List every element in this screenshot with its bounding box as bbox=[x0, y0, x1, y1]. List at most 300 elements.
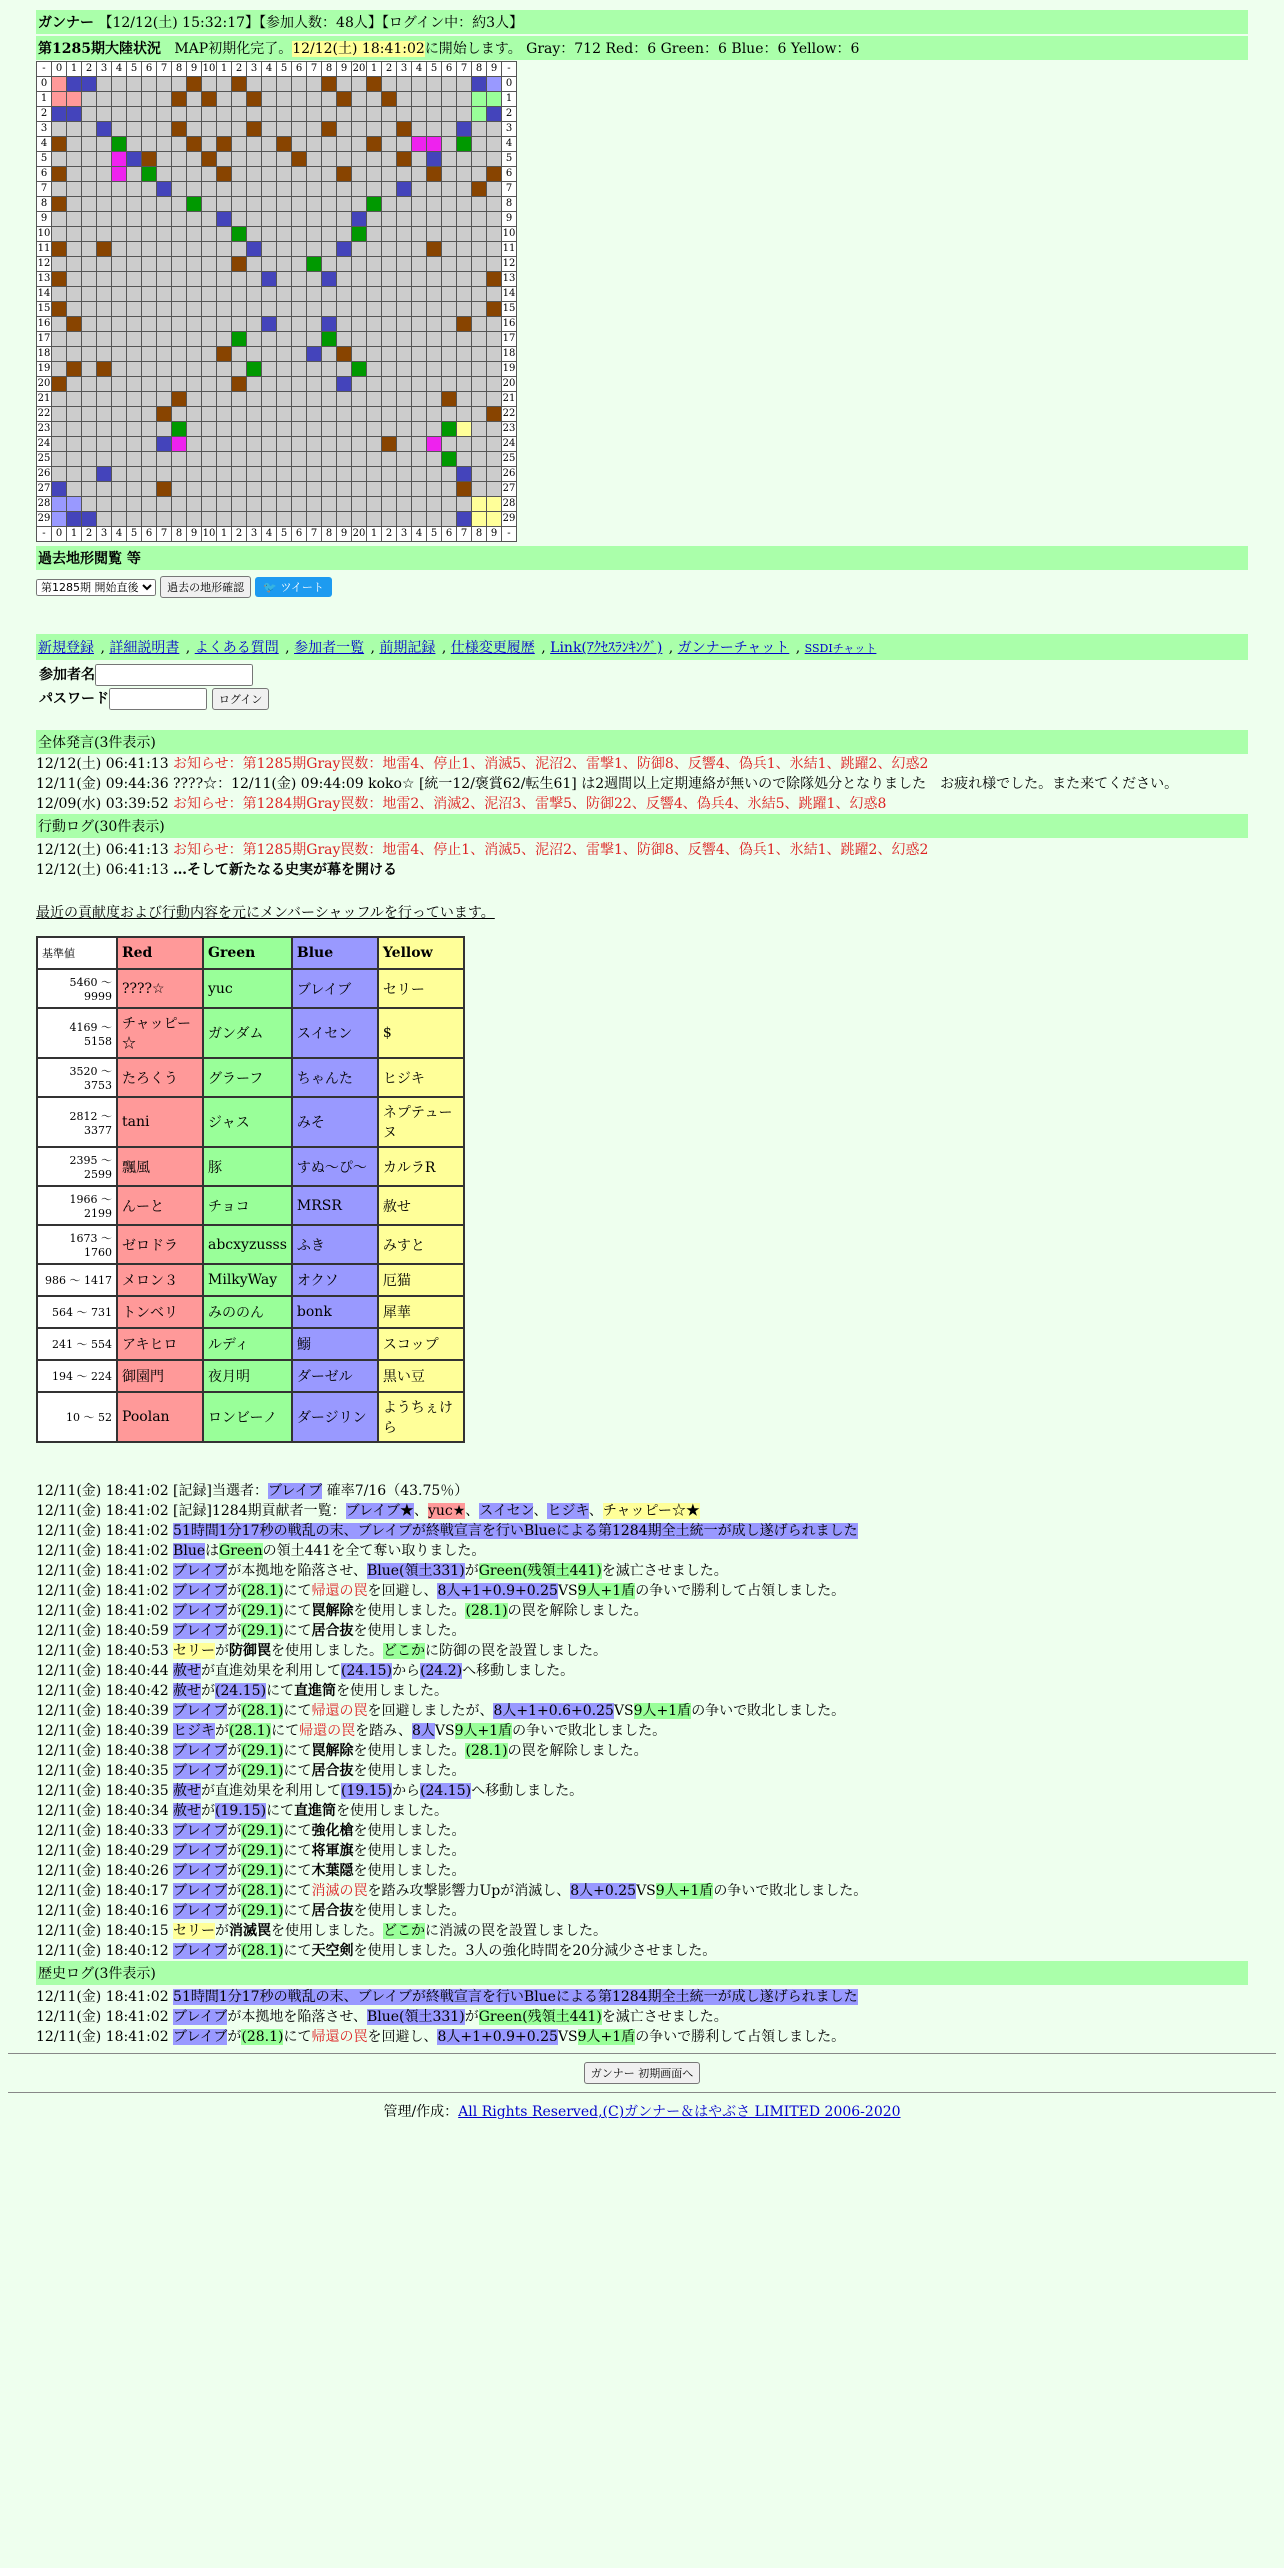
map-cell[interactable] bbox=[67, 422, 82, 437]
map-cell[interactable] bbox=[427, 227, 442, 242]
map-cell[interactable] bbox=[82, 287, 97, 302]
map-cell[interactable] bbox=[232, 482, 247, 497]
map-cell[interactable] bbox=[187, 257, 202, 272]
map-cell[interactable] bbox=[157, 242, 172, 257]
map-cell[interactable] bbox=[307, 272, 322, 287]
map-cell[interactable] bbox=[277, 242, 292, 257]
map-cell[interactable] bbox=[382, 317, 397, 332]
map-cell[interactable] bbox=[97, 362, 112, 377]
map-cell[interactable] bbox=[112, 182, 127, 197]
map-cell[interactable] bbox=[457, 167, 472, 182]
map-cell[interactable] bbox=[472, 452, 487, 467]
map-cell[interactable] bbox=[247, 182, 262, 197]
map-cell[interactable] bbox=[157, 392, 172, 407]
map-cell[interactable] bbox=[322, 212, 337, 227]
map-cell[interactable] bbox=[487, 422, 502, 437]
map-cell[interactable] bbox=[352, 287, 367, 302]
map-cell[interactable] bbox=[277, 77, 292, 92]
map-cell[interactable] bbox=[382, 422, 397, 437]
map-cell[interactable] bbox=[322, 122, 337, 137]
map-cell[interactable] bbox=[277, 452, 292, 467]
map-cell[interactable] bbox=[382, 197, 397, 212]
map-cell[interactable] bbox=[352, 377, 367, 392]
map-cell[interactable] bbox=[487, 407, 502, 422]
map-cell[interactable] bbox=[307, 467, 322, 482]
map-cell[interactable] bbox=[487, 437, 502, 452]
map-cell[interactable] bbox=[472, 317, 487, 332]
map-cell[interactable] bbox=[307, 437, 322, 452]
map-cell[interactable] bbox=[142, 212, 157, 227]
map-cell[interactable] bbox=[457, 302, 472, 317]
map-cell[interactable] bbox=[52, 347, 67, 362]
map-cell[interactable] bbox=[112, 437, 127, 452]
map-cell[interactable] bbox=[262, 497, 277, 512]
map-cell[interactable] bbox=[202, 182, 217, 197]
map-cell[interactable] bbox=[217, 377, 232, 392]
map-cell[interactable] bbox=[277, 437, 292, 452]
map-cell[interactable] bbox=[187, 212, 202, 227]
map-cell[interactable] bbox=[82, 152, 97, 167]
map-cell[interactable] bbox=[457, 392, 472, 407]
map-cell[interactable] bbox=[292, 467, 307, 482]
map-cell[interactable] bbox=[187, 77, 202, 92]
map-cell[interactable] bbox=[487, 287, 502, 302]
map-cell[interactable] bbox=[292, 197, 307, 212]
map-cell[interactable] bbox=[412, 107, 427, 122]
map-cell[interactable] bbox=[337, 242, 352, 257]
map-cell[interactable] bbox=[292, 392, 307, 407]
map-cell[interactable] bbox=[187, 332, 202, 347]
map-cell[interactable] bbox=[262, 197, 277, 212]
map-cell[interactable] bbox=[367, 227, 382, 242]
map-cell[interactable] bbox=[427, 482, 442, 497]
map-cell[interactable] bbox=[127, 482, 142, 497]
map-cell[interactable] bbox=[172, 107, 187, 122]
map-cell[interactable] bbox=[292, 77, 307, 92]
map-cell[interactable] bbox=[442, 107, 457, 122]
map-cell[interactable] bbox=[382, 242, 397, 257]
map-cell[interactable] bbox=[97, 437, 112, 452]
map-cell[interactable] bbox=[472, 347, 487, 362]
map-cell[interactable] bbox=[292, 182, 307, 197]
map-cell[interactable] bbox=[247, 377, 262, 392]
map-cell[interactable] bbox=[292, 317, 307, 332]
link-ranking[interactable]: Link(ｱｸｾｽﾗﾝｷﾝｸﾞ) bbox=[550, 640, 663, 656]
map-cell[interactable] bbox=[67, 182, 82, 197]
map-cell[interactable] bbox=[427, 287, 442, 302]
map-cell[interactable] bbox=[472, 77, 487, 92]
map-cell[interactable] bbox=[427, 137, 442, 152]
map-cell[interactable] bbox=[217, 302, 232, 317]
map-cell[interactable] bbox=[277, 197, 292, 212]
map-cell[interactable] bbox=[457, 152, 472, 167]
map-cell[interactable] bbox=[127, 377, 142, 392]
map-cell[interactable] bbox=[427, 122, 442, 137]
map-cell[interactable] bbox=[397, 77, 412, 92]
map-cell[interactable] bbox=[127, 197, 142, 212]
map-cell[interactable] bbox=[157, 347, 172, 362]
map-cell[interactable] bbox=[82, 482, 97, 497]
map-cell[interactable] bbox=[97, 212, 112, 227]
map-cell[interactable] bbox=[412, 302, 427, 317]
map-cell[interactable] bbox=[367, 332, 382, 347]
map-cell[interactable] bbox=[412, 77, 427, 92]
map-cell[interactable] bbox=[262, 512, 277, 527]
map-cell[interactable] bbox=[487, 332, 502, 347]
map-cell[interactable] bbox=[262, 392, 277, 407]
map-cell[interactable] bbox=[412, 362, 427, 377]
map-cell[interactable] bbox=[247, 392, 262, 407]
map-cell[interactable] bbox=[202, 227, 217, 242]
map-cell[interactable] bbox=[142, 77, 157, 92]
map-cell[interactable] bbox=[97, 227, 112, 242]
map-cell[interactable] bbox=[157, 137, 172, 152]
map-cell[interactable] bbox=[187, 392, 202, 407]
map-cell[interactable] bbox=[232, 272, 247, 287]
map-cell[interactable] bbox=[352, 437, 367, 452]
map-cell[interactable] bbox=[82, 422, 97, 437]
map-cell[interactable] bbox=[172, 392, 187, 407]
map-cell[interactable] bbox=[352, 467, 367, 482]
map-cell[interactable] bbox=[202, 377, 217, 392]
map-cell[interactable] bbox=[127, 122, 142, 137]
map-cell[interactable] bbox=[67, 467, 82, 482]
map-cell[interactable] bbox=[232, 167, 247, 182]
map-cell[interactable] bbox=[352, 512, 367, 527]
map-cell[interactable] bbox=[187, 107, 202, 122]
map-cell[interactable] bbox=[232, 77, 247, 92]
map-cell[interactable] bbox=[97, 407, 112, 422]
map-cell[interactable] bbox=[352, 392, 367, 407]
map-cell[interactable] bbox=[472, 242, 487, 257]
map-cell[interactable] bbox=[172, 452, 187, 467]
map-cell[interactable] bbox=[382, 107, 397, 122]
map-cell[interactable] bbox=[412, 452, 427, 467]
map-cell[interactable] bbox=[442, 227, 457, 242]
map-cell[interactable] bbox=[277, 182, 292, 197]
map-cell[interactable] bbox=[397, 437, 412, 452]
map-cell[interactable] bbox=[487, 512, 502, 527]
map-cell[interactable] bbox=[52, 197, 67, 212]
map-cell[interactable] bbox=[112, 377, 127, 392]
map-cell[interactable] bbox=[397, 227, 412, 242]
link-ssdi-chat[interactable]: SSDIチャット bbox=[804, 642, 877, 655]
map-cell[interactable] bbox=[442, 152, 457, 167]
map-cell[interactable] bbox=[67, 212, 82, 227]
map-cell[interactable] bbox=[442, 167, 457, 182]
map-cell[interactable] bbox=[247, 482, 262, 497]
map-cell[interactable] bbox=[427, 272, 442, 287]
map-cell[interactable] bbox=[367, 272, 382, 287]
map-cell[interactable] bbox=[232, 437, 247, 452]
map-cell[interactable] bbox=[382, 77, 397, 92]
map-cell[interactable] bbox=[472, 467, 487, 482]
map-cell[interactable] bbox=[142, 347, 157, 362]
map-cell[interactable] bbox=[427, 77, 442, 92]
map-cell[interactable] bbox=[307, 452, 322, 467]
map-cell[interactable] bbox=[412, 317, 427, 332]
map-cell[interactable] bbox=[337, 347, 352, 362]
map-cell[interactable] bbox=[322, 347, 337, 362]
map-cell[interactable] bbox=[157, 437, 172, 452]
map-cell[interactable] bbox=[442, 272, 457, 287]
link-manual[interactable]: 詳細説明書 bbox=[109, 640, 180, 656]
map-cell[interactable] bbox=[397, 497, 412, 512]
map-cell[interactable] bbox=[307, 257, 322, 272]
map-cell[interactable] bbox=[322, 107, 337, 122]
map-cell[interactable] bbox=[112, 197, 127, 212]
map-cell[interactable] bbox=[142, 137, 157, 152]
map-cell[interactable] bbox=[307, 362, 322, 377]
map-cell[interactable] bbox=[232, 107, 247, 122]
map-cell[interactable] bbox=[247, 197, 262, 212]
map-cell[interactable] bbox=[367, 107, 382, 122]
map-cell[interactable] bbox=[187, 242, 202, 257]
map-cell[interactable] bbox=[457, 452, 472, 467]
map-cell[interactable] bbox=[397, 407, 412, 422]
map-cell[interactable] bbox=[292, 362, 307, 377]
map-cell[interactable] bbox=[67, 407, 82, 422]
map-cell[interactable] bbox=[52, 437, 67, 452]
map-cell[interactable] bbox=[97, 122, 112, 137]
map-cell[interactable] bbox=[322, 302, 337, 317]
map-cell[interactable] bbox=[187, 287, 202, 302]
map-cell[interactable] bbox=[52, 332, 67, 347]
map-cell[interactable] bbox=[487, 182, 502, 197]
map-cell[interactable] bbox=[412, 347, 427, 362]
map-cell[interactable] bbox=[397, 452, 412, 467]
map-cell[interactable] bbox=[457, 287, 472, 302]
map-cell[interactable] bbox=[112, 497, 127, 512]
map-cell[interactable] bbox=[217, 227, 232, 242]
map-cell[interactable] bbox=[187, 467, 202, 482]
map-cell[interactable] bbox=[67, 227, 82, 242]
map-cell[interactable] bbox=[157, 302, 172, 317]
map-cell[interactable] bbox=[112, 122, 127, 137]
map-cell[interactable] bbox=[352, 407, 367, 422]
login-button[interactable]: ログイン bbox=[212, 688, 269, 710]
map-cell[interactable] bbox=[337, 512, 352, 527]
map-cell[interactable] bbox=[232, 92, 247, 107]
map-cell[interactable] bbox=[397, 107, 412, 122]
map-cell[interactable] bbox=[412, 257, 427, 272]
link-changelog[interactable]: 仕様変更履歴 bbox=[450, 640, 535, 656]
map-cell[interactable] bbox=[67, 332, 82, 347]
map-cell[interactable] bbox=[217, 212, 232, 227]
map-cell[interactable] bbox=[172, 212, 187, 227]
map-cell[interactable] bbox=[97, 512, 112, 527]
map-cell[interactable] bbox=[292, 332, 307, 347]
map-cell[interactable] bbox=[292, 422, 307, 437]
map-cell[interactable] bbox=[127, 242, 142, 257]
map-cell[interactable] bbox=[292, 272, 307, 287]
map-cell[interactable] bbox=[247, 92, 262, 107]
map-cell[interactable] bbox=[337, 152, 352, 167]
past-terrain-button[interactable]: 過去の地形確認 bbox=[160, 576, 251, 598]
map-cell[interactable] bbox=[202, 272, 217, 287]
map-cell[interactable] bbox=[157, 257, 172, 272]
map-cell[interactable] bbox=[247, 77, 262, 92]
map-cell[interactable] bbox=[217, 287, 232, 302]
map-cell[interactable] bbox=[127, 77, 142, 92]
map-cell[interactable] bbox=[142, 452, 157, 467]
map-cell[interactable] bbox=[307, 377, 322, 392]
map-cell[interactable] bbox=[232, 122, 247, 137]
map-cell[interactable] bbox=[337, 497, 352, 512]
map-cell[interactable] bbox=[457, 362, 472, 377]
map-cell[interactable] bbox=[337, 317, 352, 332]
map-cell[interactable] bbox=[127, 92, 142, 107]
map-cell[interactable] bbox=[442, 452, 457, 467]
map-cell[interactable] bbox=[142, 287, 157, 302]
map-cell[interactable] bbox=[367, 482, 382, 497]
map-cell[interactable] bbox=[412, 482, 427, 497]
map-cell[interactable] bbox=[307, 152, 322, 167]
map-cell[interactable] bbox=[487, 227, 502, 242]
map-cell[interactable] bbox=[52, 362, 67, 377]
map-cell[interactable] bbox=[202, 467, 217, 482]
map-cell[interactable] bbox=[142, 422, 157, 437]
map-cell[interactable] bbox=[82, 92, 97, 107]
map-cell[interactable] bbox=[487, 137, 502, 152]
map-cell[interactable] bbox=[187, 167, 202, 182]
map-cell[interactable] bbox=[367, 197, 382, 212]
map-cell[interactable] bbox=[142, 377, 157, 392]
map-cell[interactable] bbox=[82, 392, 97, 407]
map-cell[interactable] bbox=[127, 467, 142, 482]
map-cell[interactable] bbox=[127, 182, 142, 197]
map-cell[interactable] bbox=[262, 182, 277, 197]
map-cell[interactable] bbox=[172, 197, 187, 212]
map-cell[interactable] bbox=[367, 347, 382, 362]
map-cell[interactable] bbox=[412, 332, 427, 347]
map-cell[interactable] bbox=[442, 302, 457, 317]
map-cell[interactable] bbox=[457, 437, 472, 452]
map-cell[interactable] bbox=[262, 407, 277, 422]
map-cell[interactable] bbox=[112, 482, 127, 497]
map-cell[interactable] bbox=[232, 227, 247, 242]
map-cell[interactable] bbox=[367, 77, 382, 92]
map-cell[interactable] bbox=[337, 437, 352, 452]
map-cell[interactable] bbox=[142, 122, 157, 137]
map-cell[interactable] bbox=[172, 137, 187, 152]
map-cell[interactable] bbox=[247, 272, 262, 287]
map-cell[interactable] bbox=[67, 77, 82, 92]
map-cell[interactable] bbox=[367, 422, 382, 437]
map-cell[interactable] bbox=[487, 92, 502, 107]
map-cell[interactable] bbox=[277, 107, 292, 122]
map-cell[interactable] bbox=[67, 287, 82, 302]
map-cell[interactable] bbox=[157, 167, 172, 182]
map-cell[interactable] bbox=[292, 257, 307, 272]
map-cell[interactable] bbox=[322, 332, 337, 347]
map-cell[interactable] bbox=[202, 392, 217, 407]
map-cell[interactable] bbox=[97, 152, 112, 167]
map-cell[interactable] bbox=[247, 107, 262, 122]
map-cell[interactable] bbox=[127, 302, 142, 317]
map-cell[interactable] bbox=[367, 122, 382, 137]
map-cell[interactable] bbox=[382, 512, 397, 527]
map-cell[interactable] bbox=[412, 287, 427, 302]
map-cell[interactable] bbox=[217, 512, 232, 527]
map-cell[interactable] bbox=[472, 512, 487, 527]
map-cell[interactable] bbox=[367, 317, 382, 332]
map-cell[interactable] bbox=[322, 422, 337, 437]
map-cell[interactable] bbox=[202, 152, 217, 167]
map-cell[interactable] bbox=[127, 407, 142, 422]
map-cell[interactable] bbox=[307, 302, 322, 317]
map-cell[interactable] bbox=[487, 197, 502, 212]
map-cell[interactable] bbox=[52, 317, 67, 332]
map-cell[interactable] bbox=[82, 137, 97, 152]
map-cell[interactable] bbox=[217, 317, 232, 332]
map-cell[interactable] bbox=[82, 407, 97, 422]
map-cell[interactable] bbox=[442, 137, 457, 152]
map-cell[interactable] bbox=[292, 107, 307, 122]
map-cell[interactable] bbox=[442, 317, 457, 332]
map-cell[interactable] bbox=[187, 377, 202, 392]
map-cell[interactable] bbox=[172, 152, 187, 167]
map-cell[interactable] bbox=[397, 152, 412, 167]
map-cell[interactable] bbox=[352, 302, 367, 317]
map-cell[interactable] bbox=[142, 272, 157, 287]
map-cell[interactable] bbox=[352, 257, 367, 272]
map-cell[interactable] bbox=[202, 512, 217, 527]
map-cell[interactable] bbox=[247, 302, 262, 317]
copyright-link[interactable]: All Rights Reserved,(C)ガンナー＆はやぶさ LIMITED 2006-2020 bbox=[458, 2104, 901, 2120]
map-cell[interactable] bbox=[67, 122, 82, 137]
map-cell[interactable] bbox=[352, 227, 367, 242]
map-cell[interactable] bbox=[157, 467, 172, 482]
map-cell[interactable] bbox=[187, 227, 202, 242]
map-cell[interactable] bbox=[427, 107, 442, 122]
map-cell[interactable] bbox=[472, 332, 487, 347]
map-cell[interactable] bbox=[457, 497, 472, 512]
map-cell[interactable] bbox=[52, 137, 67, 152]
map-cell[interactable] bbox=[472, 212, 487, 227]
map-cell[interactable] bbox=[307, 347, 322, 362]
map-cell[interactable] bbox=[322, 167, 337, 182]
map-cell[interactable] bbox=[397, 257, 412, 272]
map-cell[interactable] bbox=[187, 497, 202, 512]
map-cell[interactable] bbox=[187, 92, 202, 107]
map-cell[interactable] bbox=[232, 317, 247, 332]
map-cell[interactable] bbox=[217, 407, 232, 422]
map-cell[interactable] bbox=[322, 392, 337, 407]
map-cell[interactable] bbox=[127, 347, 142, 362]
map-cell[interactable] bbox=[67, 347, 82, 362]
map-cell[interactable] bbox=[472, 392, 487, 407]
map-cell[interactable] bbox=[352, 362, 367, 377]
map-cell[interactable] bbox=[307, 77, 322, 92]
map-cell[interactable] bbox=[457, 467, 472, 482]
map-cell[interactable] bbox=[427, 167, 442, 182]
map-cell[interactable] bbox=[472, 92, 487, 107]
map-cell[interactable] bbox=[487, 452, 502, 467]
map-cell[interactable] bbox=[277, 272, 292, 287]
map-cell[interactable] bbox=[262, 272, 277, 287]
map-cell[interactable] bbox=[172, 347, 187, 362]
map-cell[interactable] bbox=[367, 152, 382, 167]
map-cell[interactable] bbox=[487, 302, 502, 317]
map-cell[interactable] bbox=[442, 242, 457, 257]
map-cell[interactable] bbox=[457, 212, 472, 227]
map-cell[interactable] bbox=[337, 197, 352, 212]
map-cell[interactable] bbox=[217, 182, 232, 197]
map-cell[interactable] bbox=[487, 107, 502, 122]
map-cell[interactable] bbox=[202, 302, 217, 317]
map-cell[interactable] bbox=[337, 422, 352, 437]
